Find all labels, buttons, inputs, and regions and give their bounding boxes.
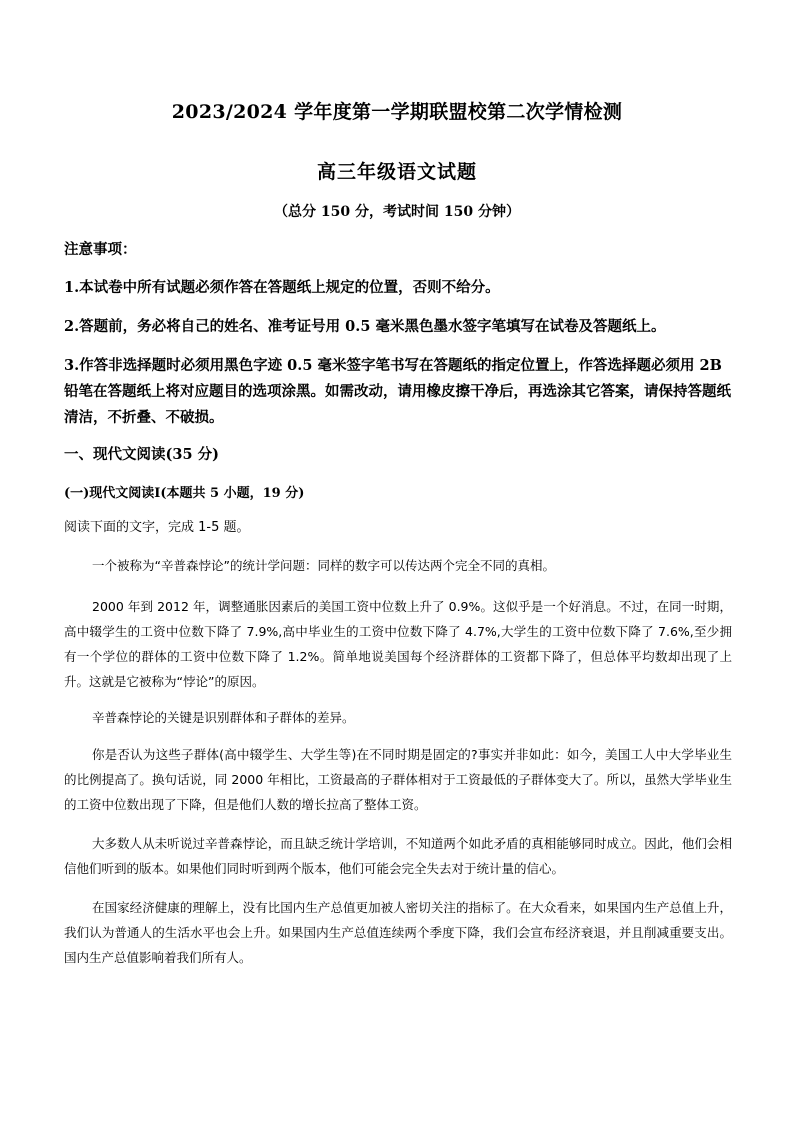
paragraph-2: 2000 年到 2012 年，调整通胀因素后的美国工资中位数上升了 0.9%。这似乎是一个好消息。不过，在同一时期，高中辍学生的工资中位数下降了 7.9%,高中毕业生的工资中位数下降了 4.7%,大学生的工资中位数下降了 7.6%,至少拥有一个学位的群体的工资中位数下降了 1.2%。简单地说美国每个经济群体的工资都下降了，但总体平均数却出现了上升。这就是它被称为“悖论”的原因。 [64,599,732,689]
notice-heading: 注意事项： [64,241,137,258]
paragraph-1: 一个被称为“辛普森悖论”的统计学问题：同样的数字可以传达两个完全不同的真相。 [92,558,555,573]
exam-subtitle: 高三年级语文试题 [316,161,477,183]
exam-title: 2023/2024 学年度第一学期联盟校第二次学情检测 [171,101,623,123]
paragraph-6: 在国家经济健康的理解上，没有比国内生产总值更加被人密切关注的指标了。在大众看来，如果国内生产总值上升，我们认为普通人的生活水平也会上升。如果国内生产总值连续两个季度下降，我们会宣布经济衰退，并且削减重要支出。国内生产总值影响着我们所有人。 [64,900,732,965]
notice-item-2: 2.答题前，务必将自己的姓名、准考证号用 0.5 毫米黑色墨水签字笔填写在试卷及答题纸上。 [64,318,666,335]
paragraph-5: 大多数人从未听说过辛普森悖论，而且缺乏统计学培训，不知道两个如此矛盾的真相能够同时成立。因此，他们会相信他们听到的版本。如果他们同时听到两个版本，他们可能会完全失去对于统计量的信心。 [64,836,732,876]
notice-item-3: 3.作答非选择题时必须用黑色字迹 0.5 毫米签字笔书写在答题纸的指定位置上，作答选择题必须用 2B 铅笔在答题纸上将对应题目的选项涂黑。如需改动，请用橡皮擦干净后，再选涂其它答案，请保持答题纸清洁，不折叠、不破损。 [64,357,731,426]
subsection-title: (一)现代文阅读Ⅰ(本题共 5 小题，19 分) [64,486,305,501]
section-title: 一、现代文阅读(35 分) [64,446,219,463]
paragraph-4: 你是否认为这些子群体(高中辍学生、大学生等)在不同时期是固定的?事实并非如此：如今，美国工人中大学毕业生的比例提高了。换句话说，同 2000 年相比，工资最高的子群体相对于工资最低的子群体变大了。所以，虽然大学毕业生的工资中位数出现了下降，但是他们人数的增长拉高了整体工资。 [64,747,732,812]
reading-instruction: 阅读下面的文字，完成 1-5 题。 [64,520,250,535]
notice-item-1: 1.本试卷中所有试题必须作答在答题纸上规定的位置，否则不给分。 [64,279,500,296]
paragraph-3: 辛普森悖论的关键是识别群体和子群体的差异。 [92,710,355,725]
exam-info: （总分 150 分，考试时间 150 分钟） [274,204,520,220]
